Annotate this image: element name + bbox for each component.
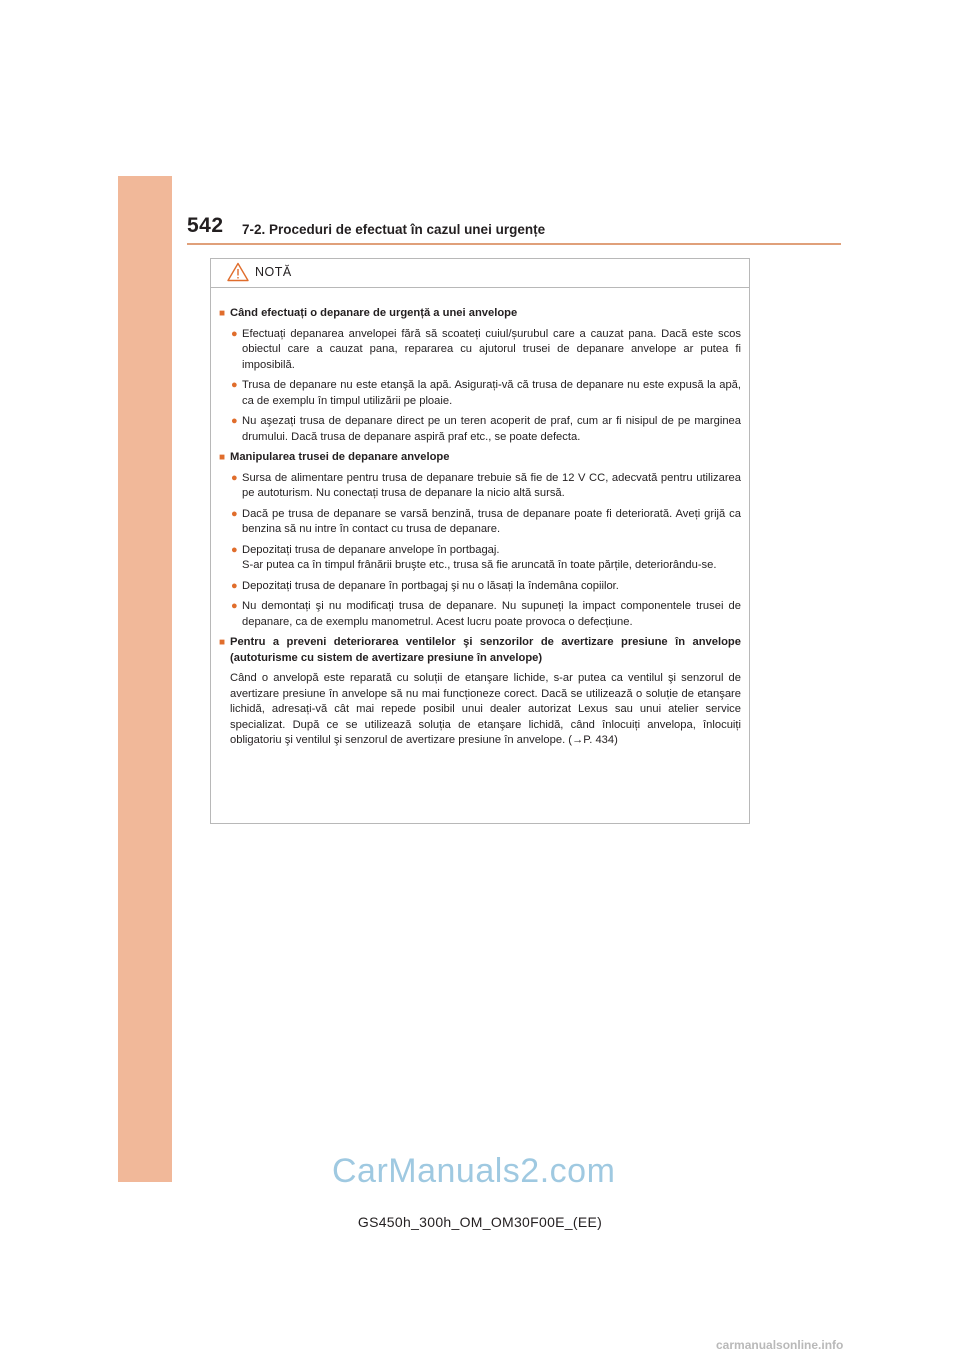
list-item: ● Efectuați depanarea anvelopei fără să scoateți cuiul/șurubul care a cauzat pana. Dacă este scos obiectul care a cauzat pana, repararea cu ajutorul trusei de depanare anvelope ar putea fi imposibilă. <box>231 327 741 374</box>
square-bullet-icon: ■ <box>219 637 226 648</box>
notice-box <box>210 258 750 824</box>
square-bullet-icon: ■ <box>219 308 226 319</box>
list-item: ● Dacă pe trusa de depanare se varsă benzină, trusa de depanare poate fi deteriorată. Aveți grijă ca benzina să nu intre în contact cu trusa de depanare. <box>231 507 741 538</box>
square-bullet-icon: ■ <box>219 452 226 463</box>
section-heading: ■ Manipularea trusei de depanare anvelope <box>219 450 741 466</box>
section-paragraph: Când o anvelopă este reparată cu soluții de etanşare lichide, s-ar putea ca ventilul şi senzorul de avertizare presiune în anvelope să nu mai funcționeze corect. Dacă se utilizează o soluție de etanşare lichidă, adresați-vă cât mai repede posibil unui dealer autorizat Lexus sau unui atelier service specializat. După ce se utilizează soluția de etanşare lichidă, când înlocuiți anvelopa, înlocuiți obligatoriu şi ventilul şi senzorul de avertizare presiune în anvelope. (→P. 434) <box>230 672 741 746</box>
footer-document-code: GS450h_300h_OM_OM30F00E_(EE) <box>357 1214 603 1230</box>
list-item: ● Nu aşezați trusa de depanare direct pe un teren acoperit de praf, cum ar fi nisipul de pe marginea drumului. Dacă trusa de depanare aspiră praf etc., se poate defecta. <box>231 414 741 445</box>
circle-bullet-icon: ● <box>231 415 238 427</box>
circle-bullet-icon: ● <box>231 543 238 556</box>
page-header <box>187 214 841 248</box>
list-item: ● Depozitați trusa de depanare anvelope în portbagaj. S-ar putea ca în timpul frânării bruşte etc., trusa să fie aruncată în toate părțile, deteriorându-se. <box>231 543 741 574</box>
list-item: ● Trusa de depanare nu este etanşă la apă. Asigurați-vă că trusa de depanare nu este expusă la apă, ca de exemplu în timpul utilizării pe ploaie. <box>231 378 741 409</box>
side-color-band <box>118 176 172 1182</box>
list-item: ● Nu demontați şi nu modificați trusa de depanare. Nu supuneți la impact componentele trusei de depanare, ca de exemplu manometrul. Acest lucru poate provoca o defecțiune. <box>231 599 741 630</box>
circle-bullet-icon: ● <box>231 471 238 484</box>
circle-bullet-icon: ● <box>231 600 238 612</box>
circle-bullet-icon: ● <box>231 579 238 592</box>
notice-title: NOTĂ <box>255 265 292 279</box>
watermark-carmanualsonline: carmanualsonline.info <box>716 1338 844 1352</box>
warning-triangle-icon <box>227 262 249 282</box>
page-number: 542 <box>187 214 224 237</box>
notice-header <box>211 259 749 288</box>
section-heading: ■ Când efectuați o depanare de urgență a unei anvelope <box>219 306 741 322</box>
header-rule <box>187 243 841 245</box>
circle-bullet-icon: ● <box>231 327 238 340</box>
notice-body <box>211 288 749 749</box>
circle-bullet-icon: ● <box>231 379 238 391</box>
circle-bullet-icon: ● <box>231 507 238 520</box>
list-item: ● Depozitați trusa de depanare în portbagaj şi nu o lăsați la îndemâna copiilor. <box>231 579 741 595</box>
section-title: 7-2. Proceduri de efectuat în cazul unei urgențe <box>242 222 546 237</box>
list-item: ● Sursa de alimentare pentru trusa de depanare trebuie să fie de 12 V CC, adecvată pentru utilizarea pe autoturism. Nu conectați trusa de depanare la nicio altă sursă. <box>231 471 741 502</box>
watermark-carmanuals: CarManuals2.com <box>332 1152 616 1190</box>
section-heading: ■ Pentru a preveni deteriorarea ventilelor şi senzorilor de avertizare presiune în anvelope (autoturisme cu sistem de avertizare presiune în anvelope) <box>219 635 741 666</box>
